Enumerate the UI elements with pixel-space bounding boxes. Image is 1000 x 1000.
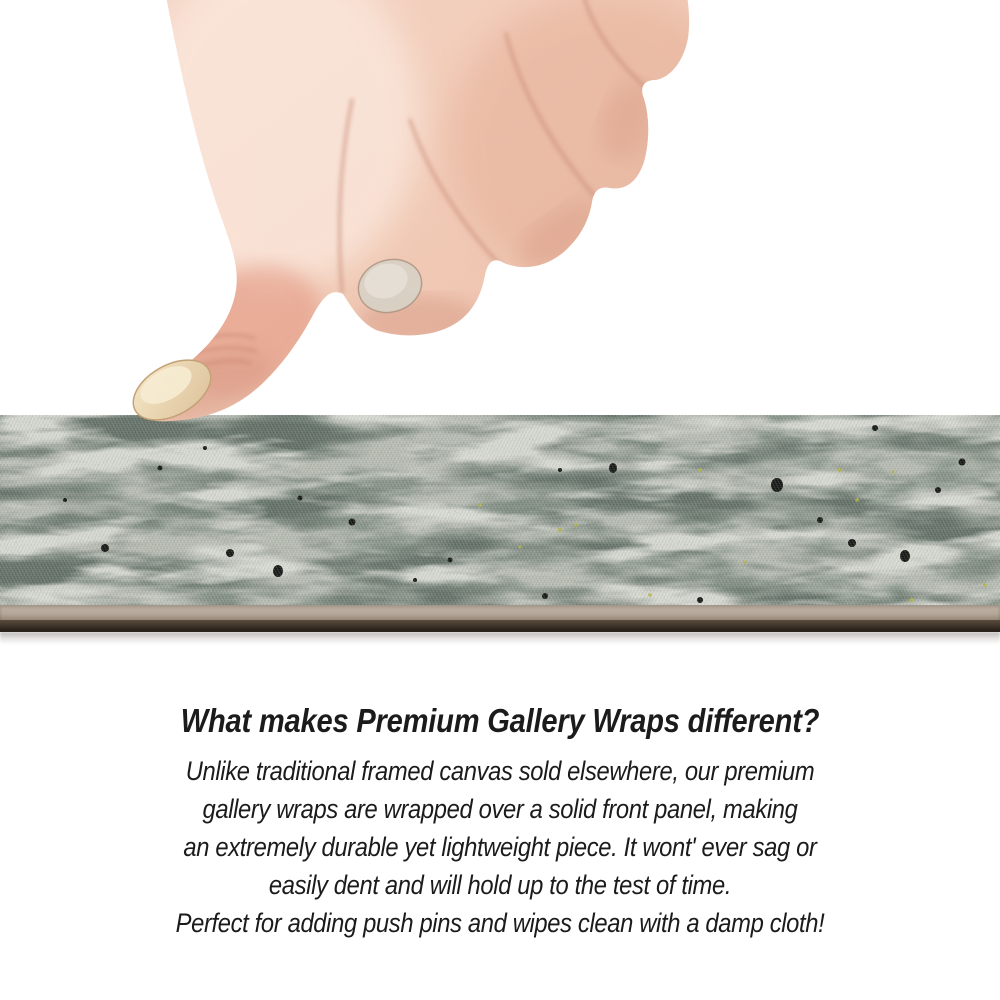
info-line-3: an extremely durable yet lightweight piece. It wont' ever sag or [183,832,817,862]
info-line-5: Perfect for adding push pins and wipes clean with a damp cloth! [175,908,825,938]
info-line-2: gallery wraps are wrapped over a solid front panel, making [202,794,798,824]
canvas-raw-edge [0,605,1000,620]
canvas-dark-edge [0,620,1000,632]
info-line-1: Unlike traditional framed canvas sold elsewhere, our premium [185,756,815,786]
info-heading: What makes Premium Gallery Wraps different? [180,702,820,739]
info-text-block [60,700,940,942]
canvas-drop-shadow [0,632,1000,645]
info-line-4: easily dent and will hold up to the test of time. [268,870,732,900]
hand-photo [0,0,1000,445]
canvas-edge-strip [0,415,1000,647]
